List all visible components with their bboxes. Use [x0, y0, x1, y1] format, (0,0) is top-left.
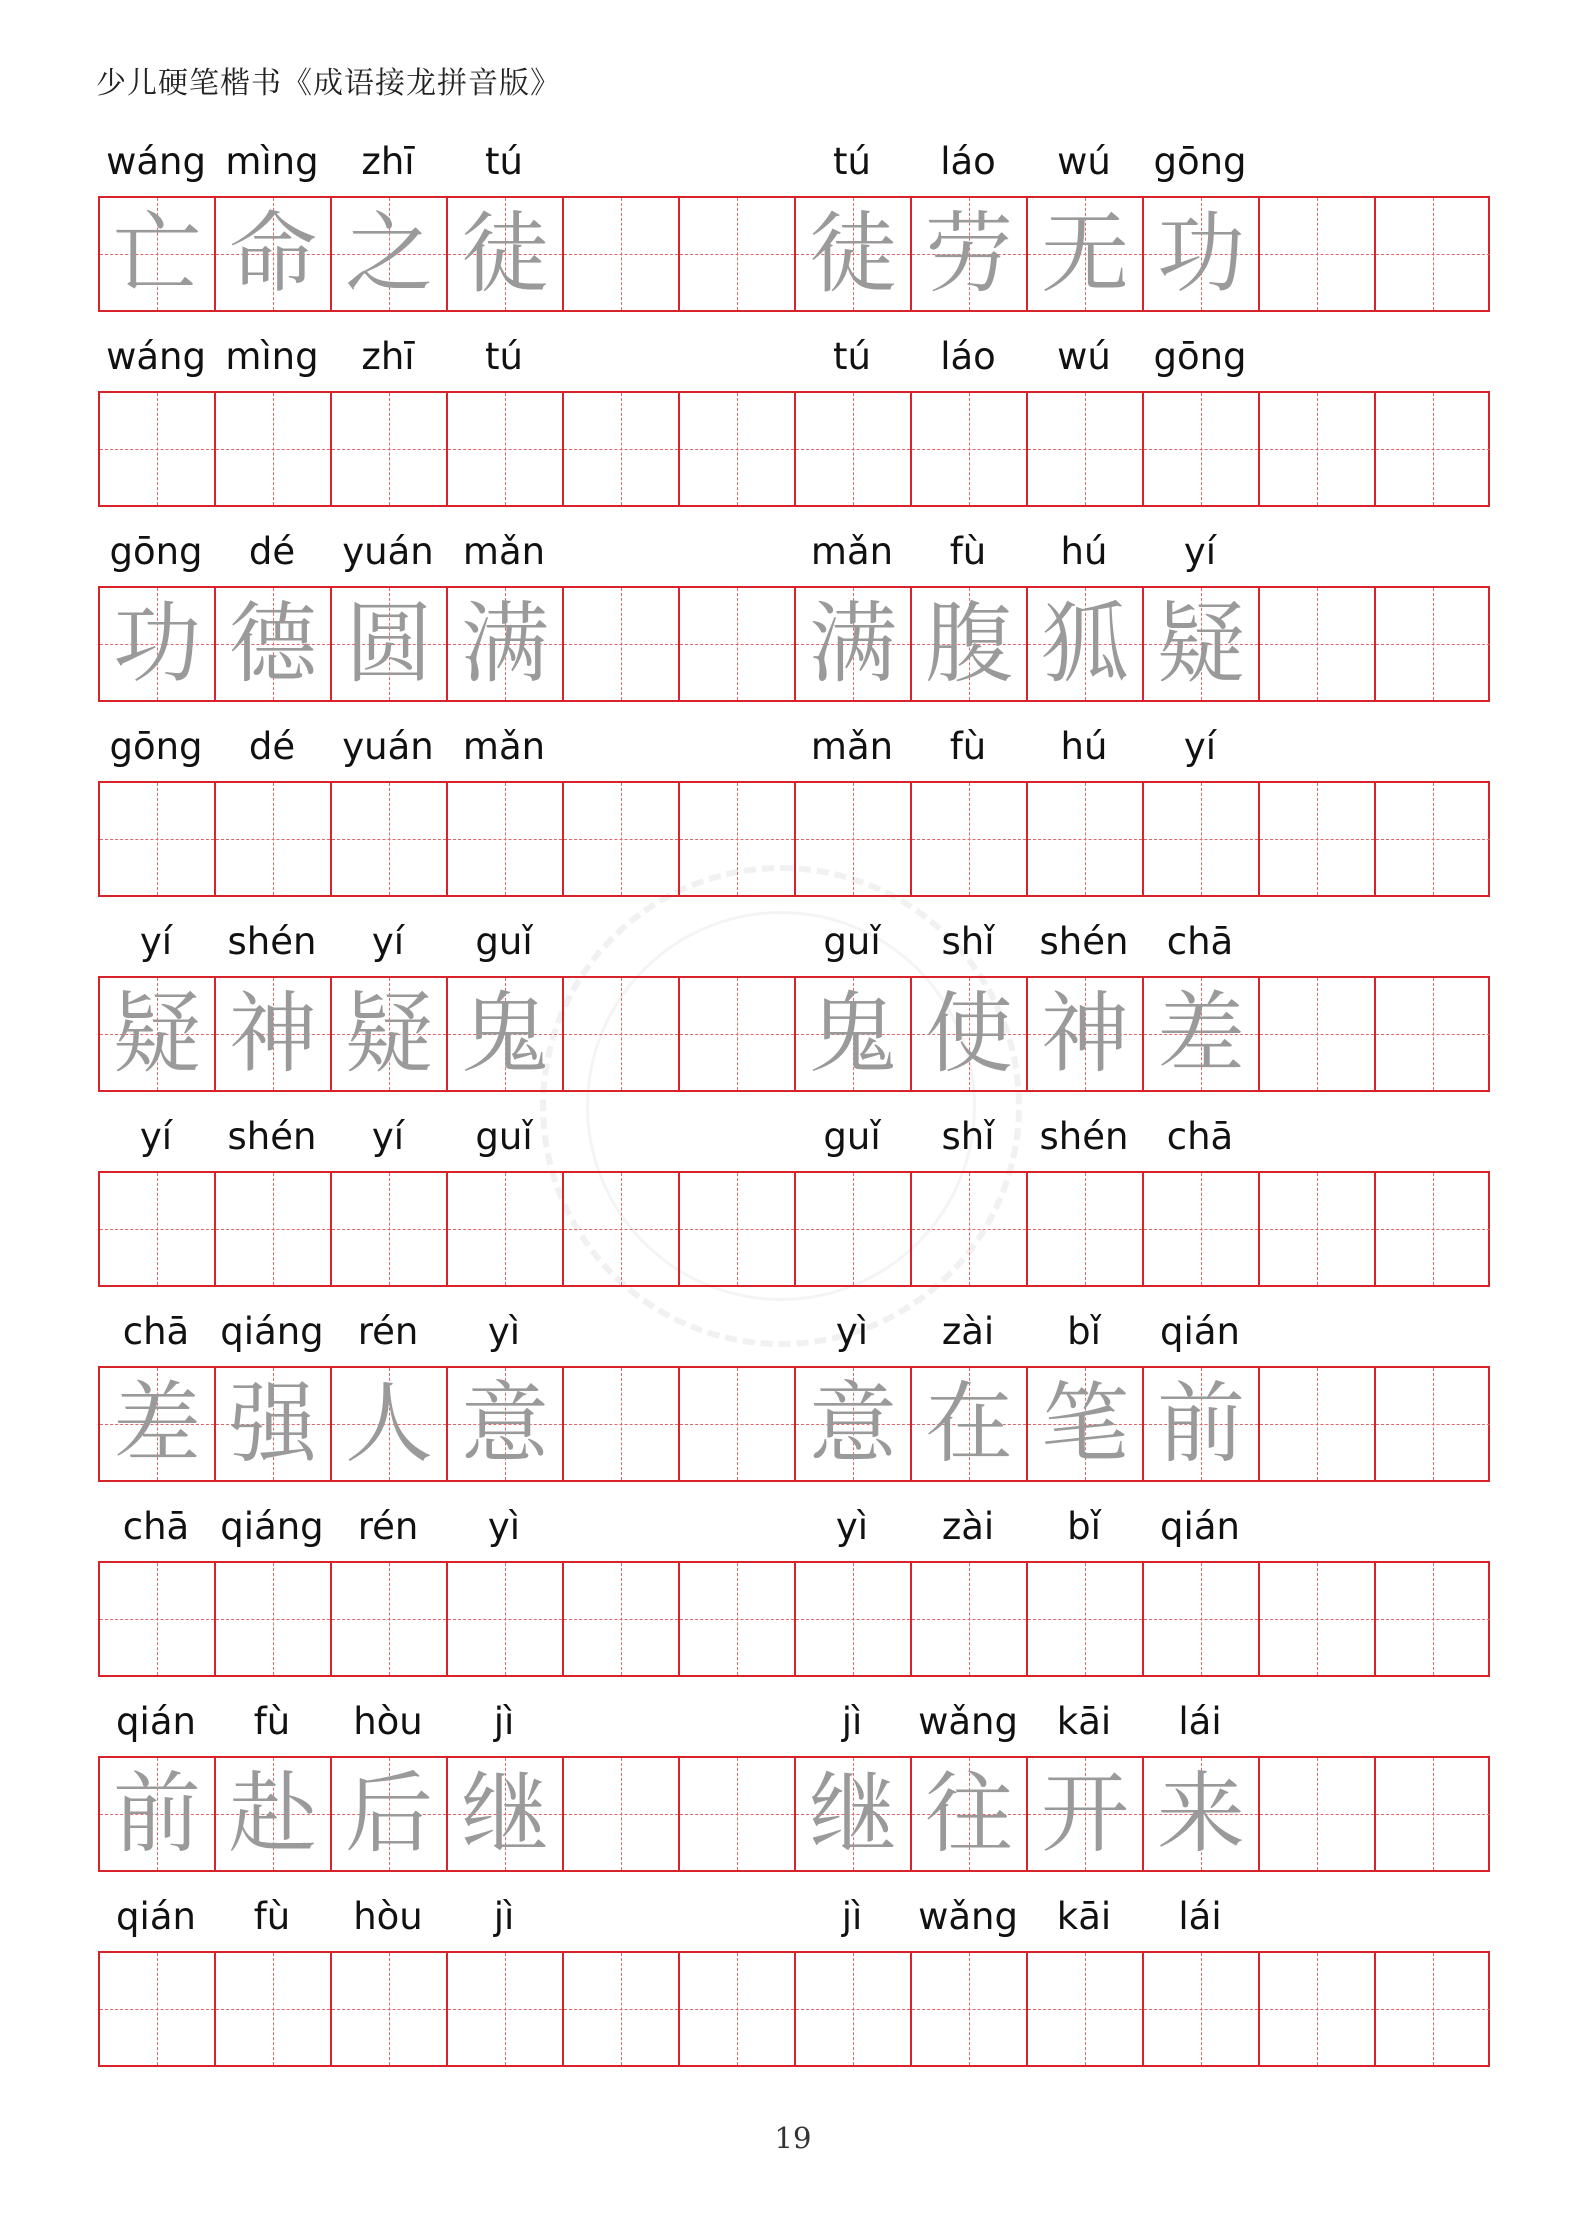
writing-cell[interactable] — [448, 1173, 564, 1285]
writing-cell[interactable] — [1028, 978, 1144, 1090]
writing-cell[interactable] — [332, 393, 448, 505]
pinyin-line — [98, 526, 1490, 586]
writing-cell[interactable] — [448, 1758, 564, 1870]
practice-row — [98, 331, 1490, 526]
tianzige-grid — [98, 976, 1490, 1092]
trace-character: 满 — [460, 592, 549, 695]
writing-cell[interactable] — [1028, 1368, 1144, 1480]
pinyin-line — [98, 1696, 1490, 1756]
practice-row — [98, 1501, 1490, 1696]
writing-cell[interactable] — [1260, 1368, 1376, 1480]
pinyin-syllable: zhī — [361, 335, 415, 378]
trace-character: 疑 — [112, 982, 201, 1085]
writing-cell[interactable] — [912, 783, 1028, 895]
pinyin-syllable: mǎn — [462, 530, 546, 573]
pinyin-line — [98, 721, 1490, 781]
pinyin-syllable: hòu — [353, 1700, 423, 1743]
pinyin-syllable: qiáng — [220, 1310, 324, 1353]
trace-character: 徒 — [808, 202, 897, 305]
pinyin-syllable: chā — [122, 1505, 190, 1548]
page-number: 19 — [774, 2121, 812, 2155]
pinyin-syllable: shǐ — [941, 1115, 995, 1158]
writing-cell[interactable] — [216, 1368, 332, 1480]
writing-cell[interactable] — [1376, 1368, 1490, 1480]
writing-cell[interactable] — [1028, 1173, 1144, 1285]
writing-cell[interactable] — [796, 978, 912, 1090]
writing-cell[interactable] — [912, 1368, 1028, 1480]
pinyin-syllable: mǎn — [810, 530, 894, 573]
pinyin-syllable: dé — [248, 725, 296, 768]
writing-cell[interactable] — [448, 1368, 564, 1480]
trace-character: 人 — [344, 1372, 433, 1475]
practice-row — [98, 1111, 1490, 1306]
writing-cell[interactable] — [796, 1758, 912, 1870]
writing-cell[interactable] — [216, 393, 332, 505]
writing-cell[interactable] — [1144, 198, 1260, 310]
pinyin-syllable: jì — [493, 1700, 515, 1743]
writing-cell[interactable] — [680, 1173, 796, 1285]
pinyin-syllable: qián — [116, 1895, 196, 1938]
writing-cell[interactable] — [216, 1758, 332, 1870]
pinyin-syllable: wáng — [106, 140, 206, 183]
pinyin-syllable: fù — [253, 1895, 291, 1938]
writing-cell[interactable] — [1144, 393, 1260, 505]
pinyin-line — [98, 916, 1490, 976]
writing-cell[interactable] — [564, 783, 680, 895]
pinyin-syllable: mìng — [225, 140, 319, 183]
tianzige-grid — [98, 781, 1490, 897]
writing-cell[interactable] — [1376, 1563, 1490, 1675]
writing-cell[interactable] — [912, 1758, 1028, 1870]
writing-cell[interactable] — [448, 588, 564, 700]
writing-cell[interactable] — [564, 1368, 680, 1480]
pinyin-syllable: yì — [487, 1310, 521, 1353]
writing-cell[interactable] — [680, 198, 796, 310]
writing-cell[interactable] — [1144, 1368, 1260, 1480]
trace-character: 意 — [808, 1372, 897, 1475]
pinyin-syllable: yí — [1183, 530, 1217, 573]
writing-cell[interactable] — [1260, 1953, 1376, 2065]
tianzige-grid — [98, 586, 1490, 702]
writing-cell[interactable] — [1028, 1563, 1144, 1675]
writing-cell[interactable] — [332, 588, 448, 700]
pinyin-syllable: rén — [357, 1310, 419, 1353]
writing-cell[interactable] — [100, 588, 216, 700]
pinyin-syllable: zài — [941, 1310, 995, 1353]
writing-cell[interactable] — [1260, 1173, 1376, 1285]
pinyin-syllable: rén — [357, 1505, 419, 1548]
writing-cell[interactable] — [796, 1368, 912, 1480]
writing-cell[interactable] — [564, 1758, 680, 1870]
writing-cell[interactable] — [448, 1563, 564, 1675]
writing-cell[interactable] — [1260, 198, 1376, 310]
pinyin-syllable: mǎn — [810, 725, 894, 768]
writing-cell[interactable] — [1028, 393, 1144, 505]
writing-cell[interactable] — [564, 1563, 680, 1675]
writing-cell[interactable] — [448, 1953, 564, 2065]
pinyin-syllable: gōng — [109, 530, 203, 573]
pinyin-syllable: wáng — [106, 335, 206, 378]
pinyin-syllable: yí — [371, 920, 405, 963]
pinyin-syllable: qián — [1160, 1505, 1240, 1548]
writing-cell[interactable] — [796, 1173, 912, 1285]
writing-cell[interactable] — [100, 1173, 216, 1285]
pinyin-syllable: wǎng — [918, 1895, 1018, 1938]
writing-cell[interactable] — [796, 393, 912, 505]
writing-cell[interactable] — [564, 588, 680, 700]
trace-character: 圆 — [344, 592, 433, 695]
pinyin-line — [98, 331, 1490, 391]
writing-cell[interactable] — [1144, 588, 1260, 700]
writing-cell[interactable] — [912, 1173, 1028, 1285]
writing-cell[interactable] — [564, 1173, 680, 1285]
practice-row — [98, 526, 1490, 721]
pinyin-syllable: tú — [485, 335, 523, 378]
writing-cell[interactable] — [448, 783, 564, 895]
writing-cell[interactable] — [1028, 198, 1144, 310]
writing-cell[interactable] — [332, 1758, 448, 1870]
pinyin-syllable: hú — [1060, 530, 1108, 573]
writing-cell[interactable] — [680, 1563, 796, 1675]
pinyin-syllable: yuán — [342, 530, 434, 573]
writing-cell[interactable] — [216, 783, 332, 895]
trace-character: 疑 — [1156, 592, 1245, 695]
writing-cell[interactable] — [796, 1953, 912, 2065]
writing-cell[interactable] — [100, 1953, 216, 2065]
writing-cell[interactable] — [796, 1563, 912, 1675]
writing-cell[interactable] — [912, 588, 1028, 700]
pinyin-syllable: zhī — [361, 140, 415, 183]
trace-character: 开 — [1040, 1762, 1129, 1865]
writing-cell[interactable] — [1144, 1563, 1260, 1675]
writing-cell[interactable] — [796, 198, 912, 310]
writing-cell[interactable] — [912, 1953, 1028, 2065]
pinyin-syllable: chā — [1166, 920, 1234, 963]
practice-row — [98, 1891, 1490, 2086]
writing-cell[interactable] — [1144, 978, 1260, 1090]
writing-cell[interactable] — [332, 198, 448, 310]
writing-cell[interactable] — [448, 198, 564, 310]
tianzige-grid — [98, 196, 1490, 312]
trace-character: 无 — [1040, 202, 1129, 305]
pinyin-syllable: jì — [841, 1895, 863, 1938]
pinyin-syllable: guǐ — [475, 920, 533, 963]
writing-cell[interactable] — [912, 978, 1028, 1090]
pinyin-syllable: yí — [139, 920, 173, 963]
trace-character: 鬼 — [808, 982, 897, 1085]
trace-character: 神 — [228, 982, 317, 1085]
pinyin-syllable: fù — [949, 725, 987, 768]
writing-cell[interactable] — [1260, 978, 1376, 1090]
trace-character: 往 — [924, 1762, 1013, 1865]
trace-character: 功 — [112, 592, 201, 695]
writing-cell[interactable] — [680, 1758, 796, 1870]
practice-row — [98, 136, 1490, 331]
writing-cell[interactable] — [216, 198, 332, 310]
writing-cell[interactable] — [216, 1563, 332, 1675]
pinyin-syllable: jì — [841, 1700, 863, 1743]
pinyin-syllable: qiáng — [220, 1505, 324, 1548]
pinyin-syllable: yì — [835, 1505, 869, 1548]
writing-cell[interactable] — [1028, 588, 1144, 700]
writing-cell[interactable] — [1028, 1758, 1144, 1870]
writing-cell[interactable] — [332, 783, 448, 895]
pinyin-syllable: qián — [1160, 1310, 1240, 1353]
pinyin-syllable: guǐ — [823, 1115, 881, 1158]
pinyin-syllable: wú — [1057, 140, 1111, 183]
pinyin-syllable: láo — [940, 140, 996, 183]
trace-character: 后 — [344, 1762, 433, 1865]
pinyin-line — [98, 1111, 1490, 1171]
pinyin-syllable: fù — [253, 1700, 291, 1743]
writing-cell[interactable] — [1376, 198, 1490, 310]
writing-cell[interactable] — [564, 1953, 680, 2065]
trace-character: 满 — [808, 592, 897, 695]
trace-character: 差 — [1156, 982, 1245, 1085]
pinyin-syllable: fù — [949, 530, 987, 573]
writing-cell[interactable] — [680, 393, 796, 505]
trace-character: 前 — [1156, 1372, 1245, 1475]
writing-cell[interactable] — [216, 978, 332, 1090]
trace-character: 神 — [1040, 982, 1129, 1085]
writing-cell[interactable] — [1376, 1173, 1490, 1285]
writing-cell[interactable] — [796, 783, 912, 895]
writing-cell[interactable] — [1144, 783, 1260, 895]
pinyin-syllable: jì — [493, 1895, 515, 1938]
page-header-title: 少儿硬笔楷书《成语接龙拼音版》 — [96, 66, 561, 101]
writing-cell[interactable] — [1144, 1758, 1260, 1870]
trace-character: 命 — [228, 202, 317, 305]
tianzige-grid — [98, 1756, 1490, 1872]
pinyin-syllable: yí — [139, 1115, 173, 1158]
tianzige-grid — [98, 1561, 1490, 1677]
pinyin-syllable: dé — [248, 530, 296, 573]
writing-cell[interactable] — [1260, 588, 1376, 700]
pinyin-syllable: wú — [1057, 335, 1111, 378]
writing-cell[interactable] — [100, 1368, 216, 1480]
pinyin-syllable: shén — [227, 920, 317, 963]
writing-cell[interactable] — [448, 393, 564, 505]
writing-cell[interactable] — [680, 588, 796, 700]
pinyin-syllable: gōng — [1153, 140, 1247, 183]
trace-character: 徒 — [460, 202, 549, 305]
writing-cell[interactable] — [680, 978, 796, 1090]
pinyin-syllable: guǐ — [823, 920, 881, 963]
pinyin-syllable: hòu — [353, 1895, 423, 1938]
writing-cell[interactable] — [680, 1953, 796, 2065]
trace-character: 意 — [460, 1372, 549, 1475]
trace-character: 使 — [924, 982, 1013, 1085]
pinyin-syllable: bǐ — [1067, 1310, 1101, 1353]
writing-cell[interactable] — [1028, 1953, 1144, 2065]
writing-cell[interactable] — [216, 1173, 332, 1285]
writing-cell[interactable] — [1376, 978, 1490, 1090]
trace-character: 笔 — [1040, 1372, 1129, 1475]
trace-character: 在 — [924, 1372, 1013, 1475]
tianzige-grid — [98, 391, 1490, 507]
writing-cell[interactable] — [1260, 1758, 1376, 1870]
trace-character: 鬼 — [460, 982, 549, 1085]
writing-cell[interactable] — [1260, 393, 1376, 505]
writing-cell[interactable] — [332, 1173, 448, 1285]
pinyin-syllable: lái — [1178, 1895, 1222, 1938]
pinyin-syllable: yí — [371, 1115, 405, 1158]
writing-cell[interactable] — [448, 978, 564, 1090]
writing-cell[interactable] — [100, 393, 216, 505]
pinyin-line — [98, 1306, 1490, 1366]
tianzige-grid — [98, 1171, 1490, 1287]
practice-row — [98, 916, 1490, 1111]
tianzige-grid — [98, 1366, 1490, 1482]
writing-cell[interactable] — [912, 198, 1028, 310]
pinyin-syllable: mìng — [225, 335, 319, 378]
writing-cell[interactable] — [796, 588, 912, 700]
trace-character: 疑 — [344, 982, 433, 1085]
pinyin-line — [98, 1501, 1490, 1561]
trace-character: 继 — [460, 1762, 549, 1865]
pinyin-syllable: shén — [227, 1115, 317, 1158]
writing-cell[interactable] — [100, 1563, 216, 1675]
pinyin-syllable: shǐ — [941, 920, 995, 963]
pinyin-syllable: gōng — [109, 725, 203, 768]
pinyin-syllable: tú — [485, 140, 523, 183]
writing-cell[interactable] — [1376, 783, 1490, 895]
writing-cell[interactable] — [332, 978, 448, 1090]
trace-character: 继 — [808, 1762, 897, 1865]
writing-cell[interactable] — [100, 1758, 216, 1870]
writing-cell[interactable] — [1144, 1953, 1260, 2065]
pinyin-syllable: qián — [116, 1700, 196, 1743]
writing-cell[interactable] — [100, 198, 216, 310]
trace-character: 之 — [344, 202, 433, 305]
tianzige-grid — [98, 1951, 1490, 2067]
writing-cell[interactable] — [1376, 1758, 1490, 1870]
trace-character: 狐 — [1040, 592, 1129, 695]
pinyin-syllable: hú — [1060, 725, 1108, 768]
practice-row — [98, 721, 1490, 916]
practice-rows — [98, 136, 1490, 2086]
writing-cell[interactable] — [332, 1953, 448, 2065]
writing-cell[interactable] — [680, 1368, 796, 1480]
pinyin-syllable: shén — [1039, 1115, 1129, 1158]
trace-character: 功 — [1156, 202, 1245, 305]
writing-cell[interactable] — [1260, 1563, 1376, 1675]
writing-cell[interactable] — [680, 783, 796, 895]
writing-cell[interactable] — [216, 1953, 332, 2065]
pinyin-syllable: tú — [833, 335, 871, 378]
trace-character: 腹 — [924, 592, 1013, 695]
pinyin-syllable: gōng — [1153, 335, 1247, 378]
trace-character: 前 — [112, 1762, 201, 1865]
writing-cell[interactable] — [1260, 783, 1376, 895]
pinyin-syllable: yí — [1183, 725, 1217, 768]
pinyin-syllable: tú — [833, 140, 871, 183]
trace-character: 劳 — [924, 202, 1013, 305]
pinyin-line — [98, 136, 1490, 196]
pinyin-syllable: kāi — [1056, 1700, 1112, 1743]
writing-cell[interactable] — [1144, 1173, 1260, 1285]
practice-row — [98, 1306, 1490, 1501]
pinyin-syllable: guǐ — [475, 1115, 533, 1158]
pinyin-syllable: yuán — [342, 725, 434, 768]
trace-character: 强 — [228, 1372, 317, 1475]
writing-cell[interactable] — [912, 393, 1028, 505]
pinyin-syllable: lái — [1178, 1700, 1222, 1743]
trace-character: 差 — [112, 1372, 201, 1475]
writing-cell[interactable] — [100, 783, 216, 895]
trace-character: 赴 — [228, 1762, 317, 1865]
pinyin-syllable: chā — [1166, 1115, 1234, 1158]
pinyin-syllable: yì — [487, 1505, 521, 1548]
pinyin-syllable: mǎn — [462, 725, 546, 768]
writing-cell[interactable] — [332, 1563, 448, 1675]
writing-cell[interactable] — [1028, 783, 1144, 895]
trace-character: 来 — [1156, 1762, 1245, 1865]
pinyin-syllable: láo — [940, 335, 996, 378]
pinyin-syllable: wǎng — [918, 1700, 1018, 1743]
pinyin-syllable: shén — [1039, 920, 1129, 963]
trace-character: 亡 — [112, 202, 201, 305]
pinyin-syllable: zài — [941, 1505, 995, 1548]
writing-cell[interactable] — [912, 1563, 1028, 1675]
writing-cell[interactable] — [332, 1368, 448, 1480]
pinyin-line — [98, 1891, 1490, 1951]
writing-cell[interactable] — [1376, 1953, 1490, 2065]
practice-row — [98, 1696, 1490, 1891]
pinyin-syllable: yì — [835, 1310, 869, 1353]
writing-cell[interactable] — [216, 588, 332, 700]
pinyin-syllable: bǐ — [1067, 1505, 1101, 1548]
writing-cell[interactable] — [564, 393, 680, 505]
pinyin-syllable: kāi — [1056, 1895, 1112, 1938]
writing-cell[interactable] — [564, 978, 680, 1090]
writing-cell[interactable] — [100, 978, 216, 1090]
writing-cell[interactable] — [1376, 588, 1490, 700]
pinyin-syllable: chā — [122, 1310, 190, 1353]
writing-cell[interactable] — [564, 198, 680, 310]
writing-cell[interactable] — [1376, 393, 1490, 505]
trace-character: 德 — [228, 592, 317, 695]
